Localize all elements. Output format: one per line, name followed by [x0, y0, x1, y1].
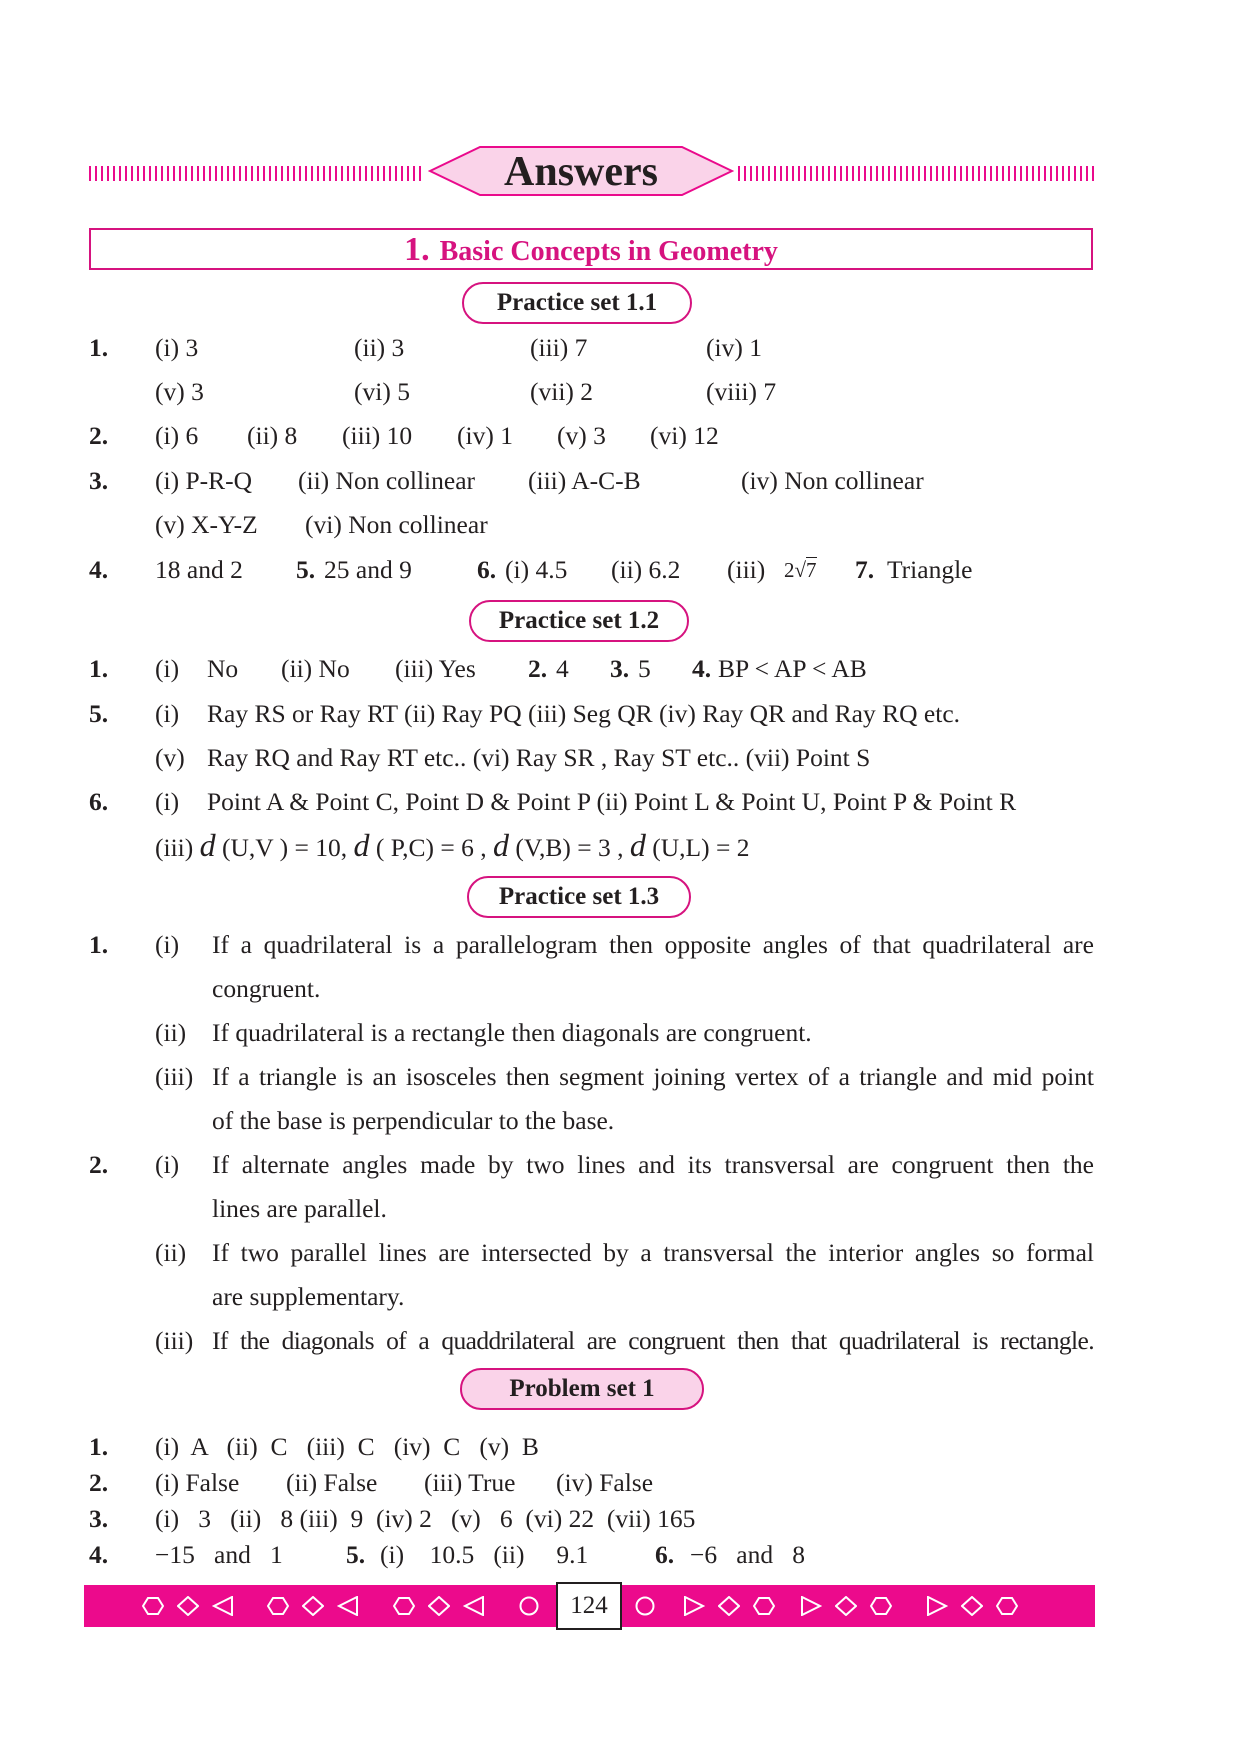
- answer: (iii) True: [424, 1468, 516, 1497]
- answer: (v) 3: [155, 377, 204, 406]
- answer: 5: [638, 654, 651, 683]
- answer: BP < AP < AB: [718, 654, 867, 683]
- question-number: 6.: [477, 555, 497, 584]
- answer-line: of the base is perpendicular to the base.: [212, 1106, 615, 1135]
- question-number: 2.: [89, 421, 109, 450]
- answer: (iii) 7: [530, 333, 588, 362]
- hexagon-icon: [996, 1596, 1018, 1616]
- root-radicand: 7: [806, 558, 817, 582]
- sub-label: (i): [155, 787, 180, 816]
- answer: (i) 6: [155, 421, 199, 450]
- distance-value: ( P,C) = 6 ,: [375, 833, 487, 862]
- answer: (iv) Non collinear: [741, 466, 924, 495]
- answer: No: [207, 654, 239, 683]
- triangle-right-icon: [926, 1596, 948, 1616]
- answer-line: (i) 3 (ii) 8 (iii) 9 (iv) 2 (v) 6 (vi) 22 (vii) 165: [155, 1504, 696, 1533]
- diamond-icon: [428, 1596, 450, 1616]
- answer: (vi) 12: [650, 421, 719, 450]
- answer: 25 and 9: [324, 555, 412, 584]
- question-number: 3.: [610, 654, 630, 683]
- answer: (v) X-Y-Z: [155, 510, 258, 539]
- distance-value: (U,V ) = 10,: [222, 833, 348, 862]
- question-number: 2.: [528, 654, 548, 683]
- diamond-icon: [177, 1596, 199, 1616]
- distance-symbol: d: [353, 827, 370, 863]
- question-number: 4.: [89, 1540, 109, 1569]
- distance-symbol: d: [492, 827, 509, 863]
- answer-line: If two parallel lines are intersected by a transversal the interior angles so formal: [212, 1238, 1094, 1267]
- sub-label: (ii): [155, 1018, 187, 1047]
- triangle-right-icon: [683, 1596, 705, 1616]
- answer: (iii) Yes: [395, 654, 476, 683]
- answer-line: Ray RS or Ray RT (ii) Ray PQ (iii) Seg QR (iv) Ray QR and Ray RQ etc.: [207, 699, 961, 728]
- sub-label: (i): [155, 930, 180, 959]
- answer: (v) 3: [557, 421, 606, 450]
- triangle-left-icon: [463, 1596, 485, 1616]
- problem-set-1-label: Problem set 1: [460, 1368, 704, 1410]
- answer: 18 and 2: [155, 555, 243, 584]
- distance-value: (V,B) = 3 ,: [515, 833, 624, 862]
- answer: −15 and 1: [155, 1540, 283, 1569]
- question-number: 1.: [89, 654, 109, 683]
- answer-line: [155, 827, 750, 863]
- answer-line: If a quadrilateral is a parallelogram then opposite angles of that quadrilateral are: [212, 930, 1094, 959]
- sub-label: (v): [155, 743, 185, 772]
- question-number: 6.: [655, 1540, 675, 1569]
- answer: (iii) 10: [342, 421, 413, 450]
- sub-label: (i): [155, 699, 180, 728]
- chapter-number: 1.: [404, 231, 430, 268]
- answer: (i) 4.5: [505, 555, 568, 584]
- page-title: Answers: [504, 149, 658, 195]
- distance-symbol: d: [199, 827, 216, 863]
- question-number: 6.: [89, 787, 109, 816]
- radical-sign: √: [794, 558, 807, 582]
- practice-set-1-3-label: Practice set 1.3: [467, 876, 691, 918]
- answer: (ii) 8: [247, 421, 298, 450]
- answer: (ii) Non collinear: [298, 466, 476, 495]
- question-number: 1.: [89, 1432, 109, 1461]
- answer-line: (i) A (ii) C (iii) C (iv) C (v) B: [155, 1432, 539, 1461]
- hexagon-icon: [753, 1596, 775, 1616]
- question-number: 7.: [855, 555, 875, 584]
- triangle-right-icon: [800, 1596, 822, 1616]
- triangle-left-icon: [212, 1596, 234, 1616]
- question-number: 4.: [89, 555, 109, 584]
- answer: (iii): [727, 555, 766, 584]
- answer: (ii) 6.2: [611, 555, 681, 584]
- header-rule-left: [89, 166, 425, 181]
- answer: (ii) No: [281, 654, 350, 683]
- answer-line: are supplementary.: [212, 1282, 405, 1311]
- question-number: 3.: [89, 466, 109, 495]
- practice-set-1-2-label: Practice set 1.2: [469, 600, 689, 642]
- triangle-left-icon: [337, 1596, 359, 1616]
- diamond-icon: [835, 1596, 857, 1616]
- answer-line: lines are parallel.: [212, 1194, 387, 1223]
- diamond-icon: [718, 1596, 740, 1616]
- hexagon-icon: [267, 1596, 289, 1616]
- question-number: 1.: [89, 930, 109, 959]
- answer: (i) 3: [155, 333, 199, 362]
- hexagon-icon: [142, 1596, 164, 1616]
- answer: (ii) False: [286, 1468, 378, 1497]
- header-rule-right: [738, 166, 1094, 181]
- question-number: 3.: [89, 1504, 109, 1533]
- diamond-icon: [961, 1596, 983, 1616]
- distance-value: (U,L) = 2: [652, 833, 750, 862]
- answer-line: Ray RQ and Ray RT etc.. (vi) Ray SR , Ray ST etc.. (vii) Point S: [207, 743, 871, 772]
- circle-icon: [634, 1596, 656, 1616]
- root-coefficient: 2: [784, 558, 795, 582]
- answer-line: Point A & Point C, Point D & Point P (ii) Point L & Point U, Point P & Point R: [207, 787, 1017, 816]
- answer: (i) 10.5 (ii) 9.1: [380, 1540, 589, 1569]
- answer: (vi) Non collinear: [305, 510, 488, 539]
- question-number: 1.: [89, 333, 109, 362]
- hexagon-icon: [393, 1596, 415, 1616]
- answer: (vii) 2: [530, 377, 594, 406]
- answer-root: [784, 557, 817, 583]
- answer: (i): [155, 654, 180, 683]
- answer: −6 and 8: [690, 1540, 805, 1569]
- answer-line: congruent.: [212, 974, 321, 1003]
- answer: Triangle: [887, 555, 973, 584]
- answer-line: If the diagonals of a quaddrilateral are congruent then that quadrilateral is rectangle.: [212, 1326, 1094, 1355]
- answer: (iv) False: [556, 1468, 654, 1497]
- answer: 4: [556, 654, 569, 683]
- sub-label: (iii): [155, 833, 194, 862]
- answer: (viii) 7: [706, 377, 777, 406]
- question-number: 5.: [346, 1540, 366, 1569]
- practice-set-1-1-label: Practice set 1.1: [462, 282, 692, 324]
- chapter-heading: [89, 228, 1093, 270]
- answer: (iii) A-C-B: [528, 466, 641, 495]
- distance-symbol: d: [629, 827, 646, 863]
- answer-line: If alternate angles made by two lines and its transversal are congruent then the: [212, 1150, 1094, 1179]
- question-number: 4.: [692, 654, 712, 683]
- answer: (vi) 5: [354, 377, 410, 406]
- sub-label: (iii): [155, 1062, 194, 1091]
- sub-label: (iii): [155, 1326, 194, 1355]
- answer: (i) False: [155, 1468, 240, 1497]
- answer-line: If a triangle is an isosceles then segment joining vertex of a triangle and mid point: [212, 1062, 1094, 1091]
- answer: (iv) 1: [457, 421, 513, 450]
- sub-label: (ii): [155, 1238, 187, 1267]
- answer: (iv) 1: [706, 333, 762, 362]
- hexagon-icon: [870, 1596, 892, 1616]
- answer: (i) P-R-Q: [155, 466, 253, 495]
- circle-icon: [518, 1596, 540, 1616]
- answer: (ii) 3: [354, 333, 405, 362]
- answer-line: If quadrilateral is a rectangle then diagonals are congruent.: [212, 1018, 812, 1047]
- diamond-icon: [302, 1596, 324, 1616]
- sub-label: (i): [155, 1150, 180, 1179]
- question-number: 5.: [89, 699, 109, 728]
- question-number: 2.: [89, 1150, 109, 1179]
- page-number: 124: [556, 1582, 622, 1630]
- chapter-title: Basic Concepts in Geometry: [439, 236, 778, 267]
- question-number: 5.: [296, 555, 316, 584]
- question-number: 2.: [89, 1468, 109, 1497]
